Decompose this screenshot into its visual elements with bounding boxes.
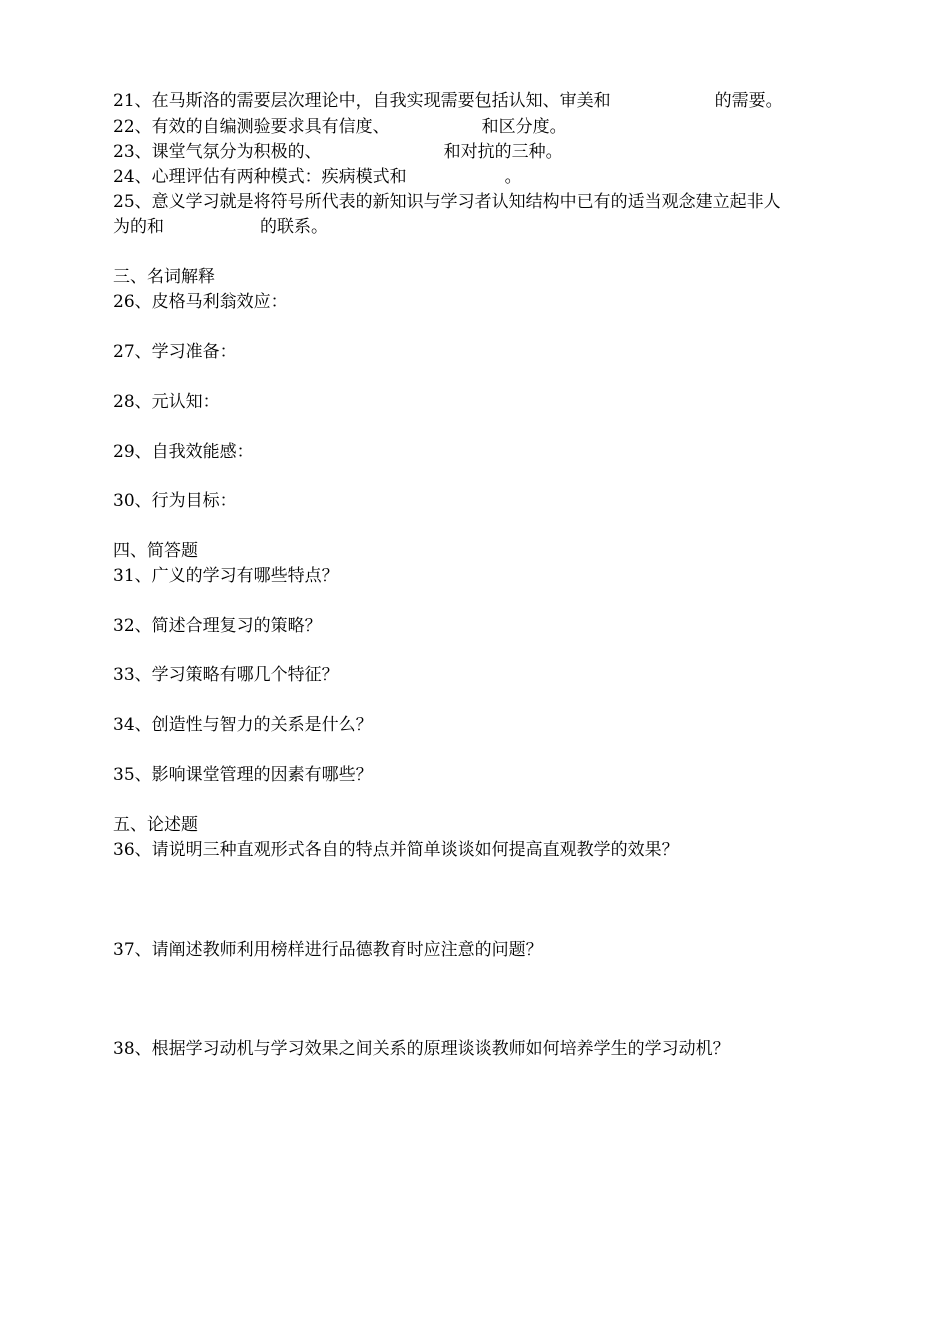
question-34: 34、创造性与智力的关系是什么？ — [113, 715, 373, 735]
question-22-suffix: 和区分度。 — [481, 117, 567, 137]
question-23 — [113, 141, 563, 163]
section-heading-short-answer: 四、简答题 — [113, 541, 198, 561]
question-25-line-1 — [113, 191, 781, 213]
question-25-text-cont: 为的和 — [113, 217, 164, 237]
question-33: 33、学习策略有哪几个特征？ — [113, 665, 339, 685]
question-32: 32、简述合理复习的策略？ — [113, 616, 322, 636]
question-22 — [113, 116, 567, 138]
question-38: 38、根据学习动机与学习效果之间关系的原理谈谈教师如何培养学生的学习动机？ — [113, 1039, 730, 1059]
question-23-suffix: 和对抗的三种。 — [443, 142, 563, 162]
question-25-text: 25、意义学习就是将符号所代表的新知识与学习者认知结构中已有的适当观念建立起非人 — [113, 192, 781, 212]
question-35: 35、影响课堂管理的因素有哪些？ — [113, 765, 373, 785]
question-21-suffix: 的需要。 — [714, 91, 783, 111]
question-25-suffix: 的联系。 — [260, 217, 328, 237]
question-23-text: 23、课堂气氛分为积极的、 — [113, 142, 322, 162]
question-30: 30、行为目标： — [113, 491, 237, 511]
section-heading-definitions: 三、名词解释 — [113, 267, 215, 287]
question-21-text: 21、在马斯洛的需要层次理论中，自我实现需要包括认知、审美和 — [113, 91, 611, 111]
question-28: 28、元认知： — [113, 392, 220, 412]
section-heading-essay: 五、论述题 — [113, 815, 198, 835]
question-24 — [113, 166, 522, 188]
question-29: 29、自我效能感： — [113, 442, 254, 462]
question-36: 36、请说明三种直观形式各自的特点并简单谈谈如何提高直观教学的效果？ — [113, 840, 679, 860]
question-25-line-2 — [113, 216, 328, 238]
question-37: 37、请阐述教师利用榜样进行品德教育时应注意的问题？ — [113, 940, 543, 960]
question-27: 27、学习准备： — [113, 342, 237, 362]
question-31: 31、广义的学习有哪些特点？ — [113, 566, 339, 586]
question-26: 26、皮格马利翁效应： — [113, 292, 288, 312]
question-24-text: 24、心理评估有两种模式：疾病模式和 — [113, 167, 407, 187]
question-21 — [113, 90, 783, 112]
question-24-suffix: 。 — [504, 167, 522, 187]
question-22-text: 22、有效的自编测验要求具有信度、 — [113, 117, 390, 137]
